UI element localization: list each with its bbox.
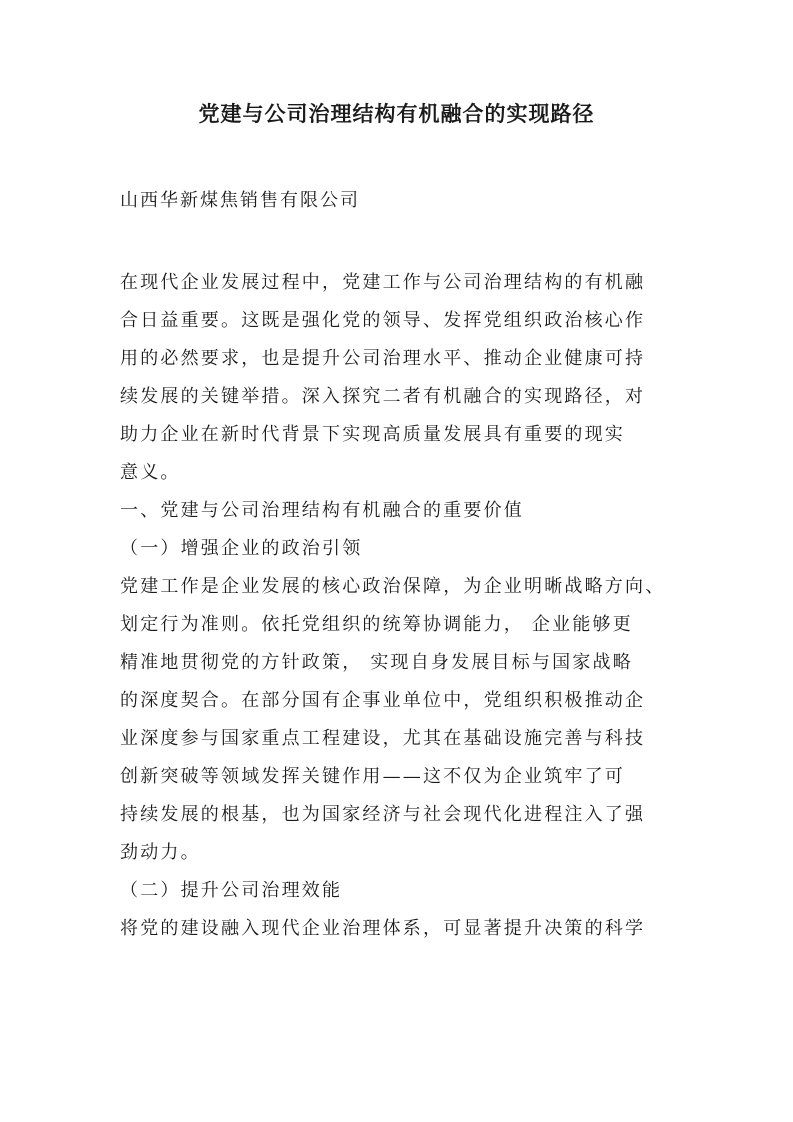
section-heading: 一、党建与公司治理结构有机融合的重要价值 — [120, 500, 524, 521]
body-line: 的深度契合。在部分国有企事业单位中，党组织积极推动企 — [120, 690, 646, 711]
body-line: 劲动力。 — [120, 842, 201, 863]
document-title: 党建与公司治理结构有机融合的实现路径 — [198, 101, 595, 126]
document-body — [120, 264, 680, 948]
body-line: 续发展的关键举措。深入探究二者有机融合的实现路径，对 — [120, 386, 646, 407]
body-line: 合日益重要。这既是强化党的领导、发挥党组织政治核心作 — [120, 310, 646, 331]
subsection-heading: （二）提升公司治理效能 — [120, 880, 343, 901]
body-line: 持续发展的根基，也为国家经济与社会现代化进程注入了强 — [120, 804, 646, 825]
body-line: 创新突破等领域发挥关键作用——这不仅为企业筑牢了可 — [120, 766, 625, 787]
subsection-heading: （一）增强企业的政治引领 — [120, 538, 363, 559]
body-line: 将党的建设融入现代企业治理体系，可显著提升决策的科学 — [120, 918, 646, 939]
document-author: 山西华新煤焦销售有限公司 — [120, 190, 360, 211]
body-line: 精准地贯彻党的方针政策， 实现自身发展目标与国家战略 — [120, 652, 633, 673]
body-line: 在现代企业发展过程中，党建工作与公司治理结构的有机融 — [120, 272, 646, 293]
body-line: 用的必然要求，也是提升公司治理水平、推动企业健康可持 — [120, 348, 646, 369]
body-line: 划定行为准则。依托党组织的统筹协调能力， 企业能够更 — [120, 614, 633, 635]
body-line: 业深度参与国家重点工程建设，尤其在基础设施完善与科技 — [120, 728, 646, 749]
body-line: 党建工作是企业发展的核心政治保障，为企业明晰战略方向、 — [120, 576, 666, 597]
body-line: 助力企业在新时代背景下实现高质量发展具有重要的现实 — [120, 424, 625, 445]
body-line: 意义。 — [120, 462, 181, 483]
